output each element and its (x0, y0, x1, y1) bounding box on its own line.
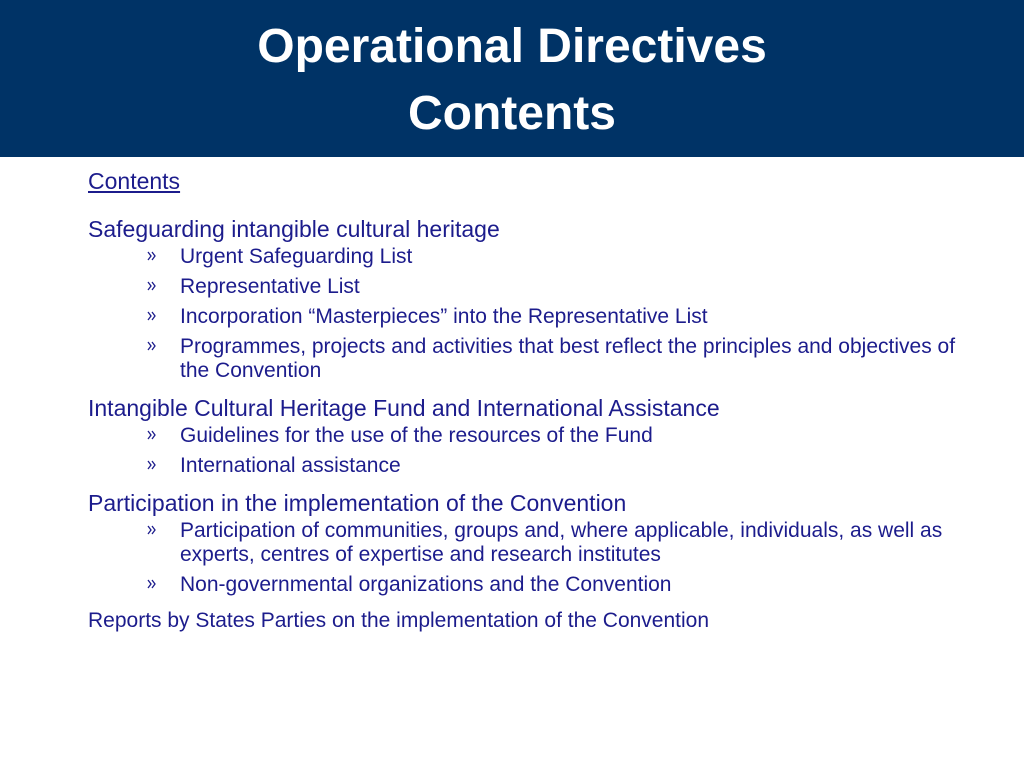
double-chevron-right-icon (147, 280, 157, 292)
title-banner (0, 0, 1024, 157)
list-item-text: Programmes, projects and activities that best reflect the principles and objectives of the Convention (180, 335, 956, 382)
list-item (180, 335, 988, 383)
slide-title-line-2: Contents (408, 87, 616, 140)
list-item-text: Incorporation “Masterpieces” into the Representative List (180, 305, 708, 328)
list-item-text: Representative List (180, 275, 360, 298)
double-chevron-right-icon (147, 459, 157, 471)
double-chevron-right-icon (147, 524, 157, 536)
sub-item-list (88, 424, 988, 478)
list-item-text: International assistance (180, 454, 401, 477)
list-item (180, 424, 988, 448)
list-item-text: Participation of communities, groups and, where applicable, individuals, as well as experts, centres of expertise and research institutes (180, 519, 943, 566)
list-item (180, 275, 988, 299)
section-participation (88, 487, 988, 597)
double-chevron-right-icon (147, 310, 157, 322)
list-item (180, 519, 988, 567)
section-fund (88, 392, 988, 478)
double-chevron-right-icon (147, 429, 157, 441)
sub-item-list (88, 519, 988, 597)
contents-body (88, 166, 988, 645)
list-item (180, 305, 988, 329)
list-item-text: Urgent Safeguarding List (180, 245, 413, 268)
section-safeguarding (88, 213, 988, 383)
section-heading: Safeguarding intangible cultural heritage (88, 216, 500, 242)
section-heading: Participation in the implementation of the Convention (88, 490, 627, 516)
list-item-text: Non-governmental organizations and the Convention (180, 573, 672, 596)
contents-link[interactable]: Contents (88, 168, 181, 194)
section-reports (88, 606, 988, 636)
section-heading: Reports by States Parties on the implementation of the Convention (88, 609, 710, 632)
list-item (180, 454, 988, 478)
list-item (180, 573, 988, 597)
list-item-text: Guidelines for the use of the resources of the Fund (180, 424, 653, 447)
section-heading: Intangible Cultural Heritage Fund and International Assistance (88, 395, 720, 421)
double-chevron-right-icon (147, 250, 157, 262)
list-item (180, 245, 988, 269)
slide-title-line-1: Operational Directives (257, 20, 767, 73)
double-chevron-right-icon (147, 578, 157, 590)
double-chevron-right-icon (147, 340, 157, 352)
sub-item-list (88, 245, 988, 383)
